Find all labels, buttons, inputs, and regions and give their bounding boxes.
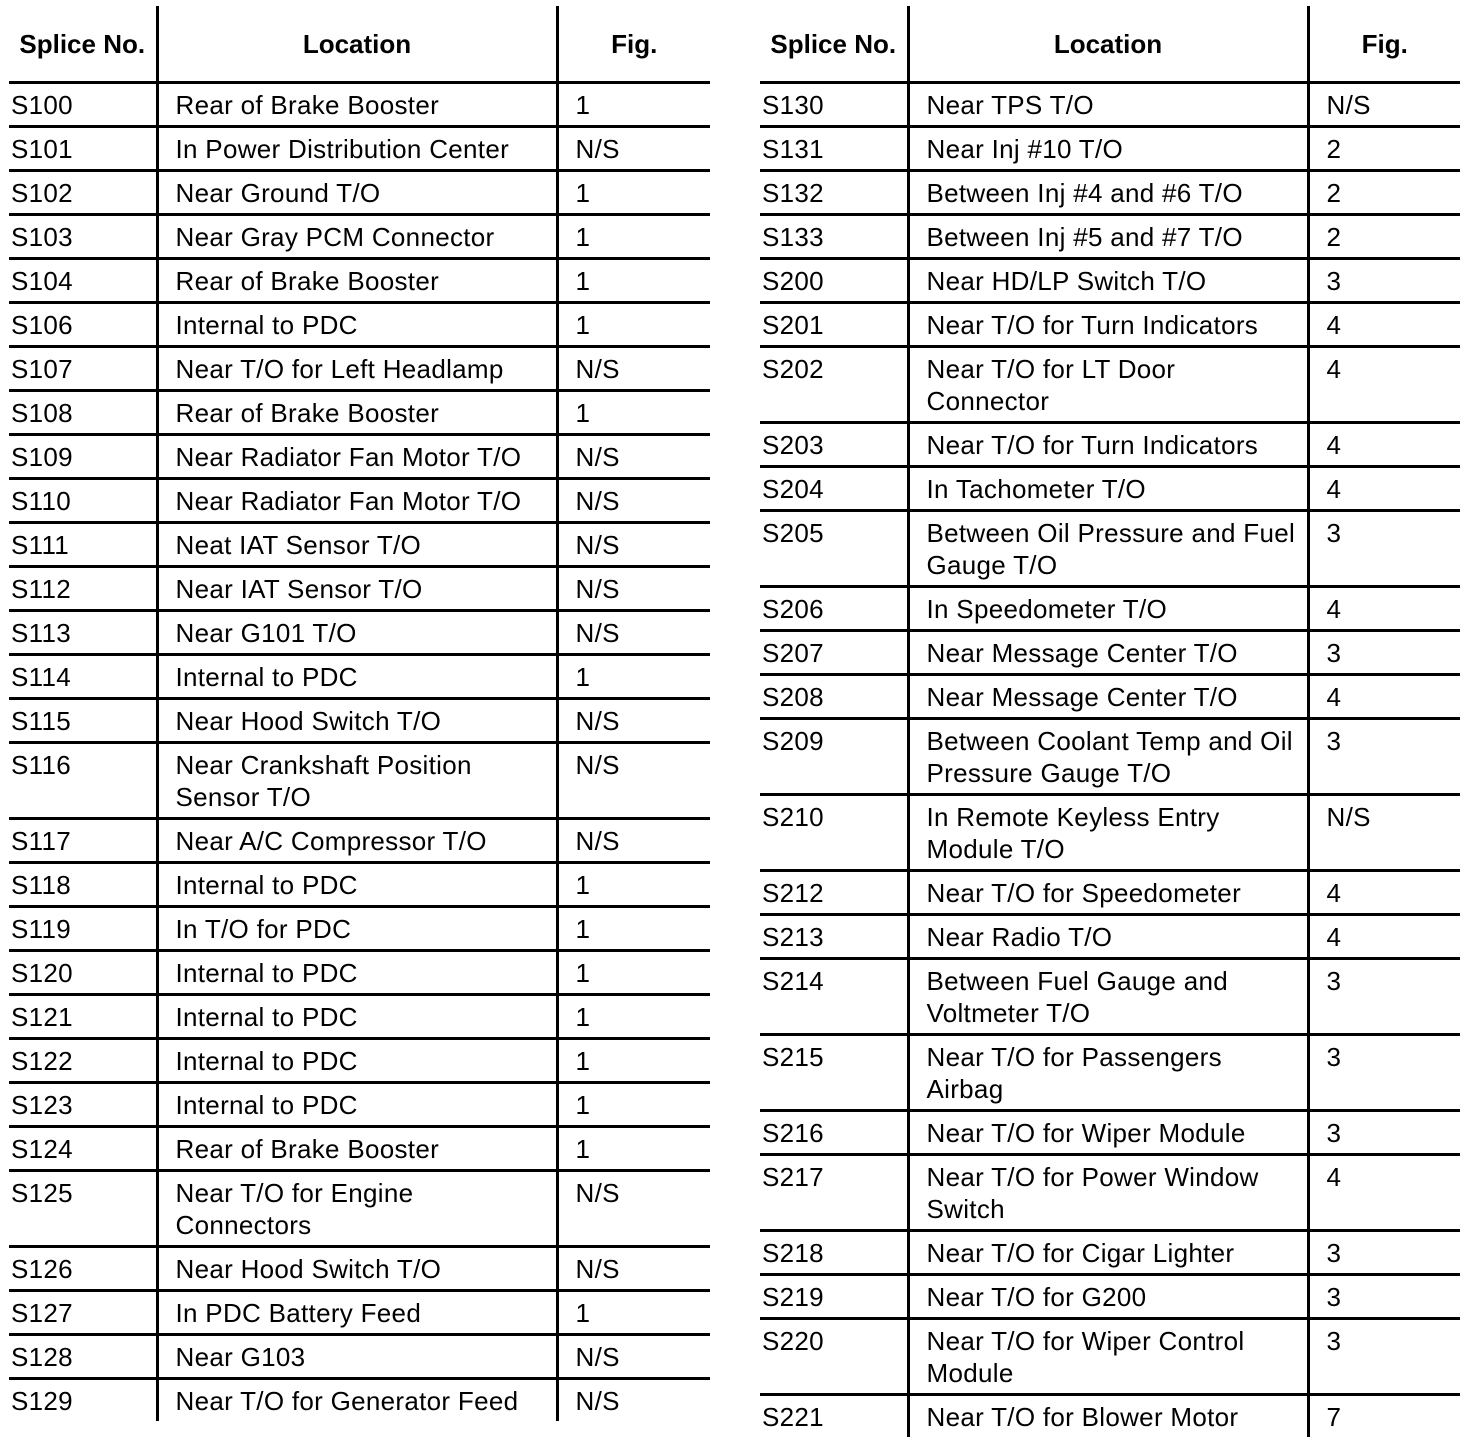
table-row bbox=[9, 83, 710, 127]
location-cell: In Power Distribution Center bbox=[157, 127, 557, 171]
fig-cell: 1 bbox=[557, 215, 710, 259]
splice-table-right bbox=[760, 6, 1460, 1437]
location-cell: Rear of Brake Booster bbox=[157, 259, 557, 303]
fig-cell: 4 bbox=[1308, 467, 1460, 511]
splice-number-cell: S115 bbox=[9, 699, 157, 743]
location-cell: Near T/O for LT Door Connector bbox=[908, 347, 1308, 423]
splice-number-cell: S124 bbox=[9, 1127, 157, 1171]
location-cell: Near Message Center T/O bbox=[908, 675, 1308, 719]
splice-number-cell: S112 bbox=[9, 567, 157, 611]
table-row bbox=[760, 1035, 1460, 1111]
splice-number-cell: S110 bbox=[9, 479, 157, 523]
location-cell: Near Radiator Fan Motor T/O bbox=[157, 479, 557, 523]
fig-cell: 4 bbox=[1308, 871, 1460, 915]
splice-number-cell: S104 bbox=[9, 259, 157, 303]
fig-cell: 1 bbox=[557, 391, 710, 435]
header-row bbox=[9, 6, 710, 83]
splice-number-cell: S123 bbox=[9, 1083, 157, 1127]
splice-number-cell: S103 bbox=[9, 215, 157, 259]
location-cell: Between Oil Pressure and Fuel Gauge T/O bbox=[908, 511, 1308, 587]
splice-number-cell: S130 bbox=[760, 83, 908, 127]
fig-cell: 4 bbox=[1308, 303, 1460, 347]
location-cell: Near T/O for Power Window Switch bbox=[908, 1155, 1308, 1231]
table-body-right bbox=[760, 83, 1460, 1438]
fig-cell: 3 bbox=[1308, 631, 1460, 675]
fig-cell: 1 bbox=[557, 259, 710, 303]
table-row bbox=[760, 423, 1460, 467]
splice-number-cell: S120 bbox=[9, 951, 157, 995]
fig-cell: 1 bbox=[557, 863, 710, 907]
fig-cell: 3 bbox=[1308, 1275, 1460, 1319]
table-row bbox=[760, 1231, 1460, 1275]
fig-cell: 1 bbox=[557, 907, 710, 951]
splice-number-cell: S102 bbox=[9, 171, 157, 215]
table-row bbox=[9, 699, 710, 743]
location-cell: Rear of Brake Booster bbox=[157, 391, 557, 435]
splice-number-cell: S129 bbox=[11, 1386, 73, 1416]
location-cell: Between Coolant Temp and Oil Pressure Gauge T/O bbox=[908, 719, 1308, 795]
fig-cell: N/S bbox=[557, 611, 710, 655]
location-cell: Internal to PDC bbox=[157, 1039, 557, 1083]
splice-number-cell: S117 bbox=[9, 819, 157, 863]
fig-cell: 4 bbox=[1308, 347, 1460, 423]
fig-cell: 3 bbox=[1308, 259, 1460, 303]
splice-number-cell: S220 bbox=[760, 1319, 908, 1395]
table-row bbox=[760, 675, 1460, 719]
location-cell: Near T/O for Engine Connectors bbox=[157, 1171, 557, 1247]
splice-table-left bbox=[9, 6, 710, 1421]
table-row bbox=[760, 1319, 1460, 1395]
location-cell: In Tachometer T/O bbox=[908, 467, 1308, 511]
table-row bbox=[9, 567, 710, 611]
table-row bbox=[760, 83, 1460, 127]
fig-cell: 3 bbox=[1308, 1319, 1460, 1395]
table-row bbox=[9, 907, 710, 951]
location-cell: Near T/O for G200 bbox=[908, 1275, 1308, 1319]
table-row bbox=[9, 611, 710, 655]
fig-cell: 3 bbox=[1308, 511, 1460, 587]
fig-cell: 1 bbox=[557, 951, 710, 995]
table-row bbox=[9, 951, 710, 995]
table-row bbox=[760, 915, 1460, 959]
fig-cell: 4 bbox=[1308, 587, 1460, 631]
splice-number-cell: S219 bbox=[760, 1275, 908, 1319]
splice-number-cell: S106 bbox=[9, 303, 157, 347]
fig-cell: 4 bbox=[1308, 1155, 1460, 1231]
table-row bbox=[760, 871, 1460, 915]
splice-number-cell: S217 bbox=[760, 1155, 908, 1231]
fig-cell: N/S bbox=[557, 819, 710, 863]
table-body-left bbox=[9, 83, 710, 1422]
splice-number-cell: S127 bbox=[9, 1291, 157, 1335]
location-cell: In Speedometer T/O bbox=[908, 587, 1308, 631]
location-cell: Between Inj #5 and #7 T/O bbox=[908, 215, 1308, 259]
fig-cell: 3 bbox=[1308, 1035, 1460, 1111]
splice-number-cell: S212 bbox=[760, 871, 908, 915]
header-location: Location bbox=[908, 6, 1308, 83]
splice-number-cell: S133 bbox=[760, 215, 908, 259]
fig-cell: 3 bbox=[1308, 1231, 1460, 1275]
location-cell: Internal to PDC bbox=[157, 951, 557, 995]
table-row bbox=[9, 1171, 710, 1247]
splice-number-cell: S116 bbox=[9, 743, 157, 819]
fig-cell: 7 bbox=[1308, 1395, 1460, 1438]
table-row bbox=[9, 479, 710, 523]
location-cell: Near Crankshaft Position Sensor T/O bbox=[157, 743, 557, 819]
location-cell: Near HD/LP Switch T/O bbox=[908, 259, 1308, 303]
splice-number-cell: S114 bbox=[9, 655, 157, 699]
location-cell: Near G101 T/O bbox=[157, 611, 557, 655]
location-cell: Near T/O for Left Headlamp bbox=[157, 347, 557, 391]
splice-number-cell: S221 bbox=[762, 1402, 824, 1432]
table-row bbox=[760, 1275, 1460, 1319]
splice-number-cell: S203 bbox=[760, 423, 908, 467]
table-row bbox=[9, 435, 710, 479]
location-cell: In Remote Keyless Entry Module T/O bbox=[908, 795, 1308, 871]
fig-cell: 1 bbox=[557, 1083, 710, 1127]
location-cell: Near Message Center T/O bbox=[908, 631, 1308, 675]
fig-cell: 4 bbox=[1308, 675, 1460, 719]
header-fig: Fig. bbox=[1308, 6, 1460, 83]
location-cell: Rear of Brake Booster bbox=[157, 1127, 557, 1171]
table-row bbox=[9, 523, 710, 567]
fig-cell: N/S bbox=[557, 435, 710, 479]
fig-cell: 2 bbox=[1308, 171, 1460, 215]
splice-number-cell: S111 bbox=[9, 523, 157, 567]
location-cell: Neat IAT Sensor T/O bbox=[157, 523, 557, 567]
table-row bbox=[760, 303, 1460, 347]
table-row bbox=[9, 171, 710, 215]
fig-cell: 3 bbox=[1308, 719, 1460, 795]
location-cell: Internal to PDC bbox=[157, 1083, 557, 1127]
fig-cell: N/S bbox=[557, 1247, 710, 1291]
table-row bbox=[9, 259, 710, 303]
location-cell: Near Inj #10 T/O bbox=[908, 127, 1308, 171]
location-cell: Near T/O for Generator Feed bbox=[157, 1379, 557, 1422]
table-row bbox=[9, 1039, 710, 1083]
fig-cell: N/S bbox=[557, 699, 710, 743]
location-cell: Near Hood Switch T/O bbox=[157, 699, 557, 743]
table-row bbox=[760, 719, 1460, 795]
splice-number-cell: S128 bbox=[9, 1335, 157, 1379]
fig-cell: 3 bbox=[1308, 959, 1460, 1035]
location-cell: Near T/O for Wiper Control Module bbox=[908, 1319, 1308, 1395]
table-row bbox=[760, 347, 1460, 423]
location-cell: Near A/C Compressor T/O bbox=[157, 819, 557, 863]
fig-cell: N/S bbox=[557, 1379, 710, 1422]
table-row bbox=[760, 1155, 1460, 1231]
fig-cell: 1 bbox=[557, 655, 710, 699]
table-row bbox=[9, 1127, 710, 1171]
splice-number-cell: S214 bbox=[760, 959, 908, 1035]
table-row bbox=[760, 259, 1460, 303]
fig-cell: N/S bbox=[557, 347, 710, 391]
location-cell: Near Ground T/O bbox=[157, 171, 557, 215]
fig-cell: N/S bbox=[557, 1171, 710, 1247]
table-row bbox=[9, 1335, 710, 1379]
splice-number-cell: S213 bbox=[760, 915, 908, 959]
splice-number-cell: S215 bbox=[760, 1035, 908, 1111]
table-row bbox=[9, 1247, 710, 1291]
location-cell: Between Fuel Gauge and Voltmeter T/O bbox=[908, 959, 1308, 1035]
splice-number-cell: S100 bbox=[9, 83, 157, 127]
location-cell: Near T/O for Turn Indicators bbox=[908, 423, 1308, 467]
location-cell: In PDC Battery Feed bbox=[157, 1291, 557, 1335]
table-row bbox=[9, 127, 710, 171]
splice-number-cell: S207 bbox=[760, 631, 908, 675]
splice-number-cell: S118 bbox=[9, 863, 157, 907]
fig-cell: N/S bbox=[557, 567, 710, 611]
splice-number-cell: S218 bbox=[760, 1231, 908, 1275]
table-row bbox=[760, 587, 1460, 631]
table-row bbox=[9, 303, 710, 347]
table-row bbox=[760, 631, 1460, 675]
splice-number-cell: S208 bbox=[760, 675, 908, 719]
fig-cell: 1 bbox=[557, 1127, 710, 1171]
table-row bbox=[760, 1395, 1460, 1438]
splice-number-cell: S216 bbox=[760, 1111, 908, 1155]
splice-number-cell: S126 bbox=[9, 1247, 157, 1291]
splice-number-cell: S113 bbox=[9, 611, 157, 655]
splice-number-cell: S200 bbox=[760, 259, 908, 303]
splice-number-cell: S132 bbox=[760, 171, 908, 215]
splice-number-cell: S119 bbox=[9, 907, 157, 951]
splice-number-cell: S121 bbox=[9, 995, 157, 1039]
splice-number-cell: S107 bbox=[9, 347, 157, 391]
table-row bbox=[760, 171, 1460, 215]
fig-cell: 4 bbox=[1308, 423, 1460, 467]
table-row bbox=[760, 127, 1460, 171]
splice-number-cell: S122 bbox=[9, 1039, 157, 1083]
fig-cell: 2 bbox=[1308, 215, 1460, 259]
location-cell: Internal to PDC bbox=[157, 655, 557, 699]
fig-cell: N/S bbox=[557, 1335, 710, 1379]
location-cell: Near IAT Sensor T/O bbox=[157, 567, 557, 611]
splice-number-cell: S108 bbox=[9, 391, 157, 435]
location-cell: Near T/O for Blower Motor bbox=[908, 1395, 1308, 1438]
fig-cell: 4 bbox=[1308, 915, 1460, 959]
fig-cell: 3 bbox=[1308, 1111, 1460, 1155]
location-cell: Near Radio T/O bbox=[908, 915, 1308, 959]
table-row bbox=[9, 391, 710, 435]
splice-number-cell: S205 bbox=[760, 511, 908, 587]
fig-cell: 2 bbox=[1308, 127, 1460, 171]
table-row bbox=[760, 1111, 1460, 1155]
fig-cell: 1 bbox=[557, 171, 710, 215]
header-splice-no: Splice No. bbox=[9, 6, 157, 83]
location-cell: Near Radiator Fan Motor T/O bbox=[157, 435, 557, 479]
location-cell: Near T/O for Passengers Airbag bbox=[908, 1035, 1308, 1111]
fig-cell: N/S bbox=[1308, 795, 1460, 871]
table-row bbox=[9, 347, 710, 391]
table-row bbox=[9, 1379, 710, 1422]
fig-cell: 1 bbox=[557, 1039, 710, 1083]
location-cell: Between Inj #4 and #6 T/O bbox=[908, 171, 1308, 215]
header-splice-no: Splice No. bbox=[760, 6, 908, 83]
location-cell: Near T/O for Speedometer bbox=[908, 871, 1308, 915]
location-cell: Near Gray PCM Connector bbox=[157, 215, 557, 259]
location-cell: In T/O for PDC bbox=[157, 907, 557, 951]
table-row bbox=[9, 1291, 710, 1335]
splice-number-cell: S210 bbox=[760, 795, 908, 871]
location-cell: Near T/O for Turn Indicators bbox=[908, 303, 1308, 347]
table-row bbox=[760, 959, 1460, 1035]
fig-cell: N/S bbox=[557, 479, 710, 523]
location-cell: Internal to PDC bbox=[157, 863, 557, 907]
location-cell: Internal to PDC bbox=[157, 303, 557, 347]
splice-number-cell: S209 bbox=[760, 719, 908, 795]
table-row bbox=[760, 215, 1460, 259]
location-cell: Rear of Brake Booster bbox=[157, 83, 557, 127]
table-row bbox=[760, 467, 1460, 511]
location-cell: Internal to PDC bbox=[157, 995, 557, 1039]
table-row bbox=[9, 819, 710, 863]
table-row bbox=[760, 511, 1460, 587]
header-location: Location bbox=[157, 6, 557, 83]
fig-cell: N/S bbox=[557, 127, 710, 171]
table-row bbox=[9, 863, 710, 907]
header-row bbox=[760, 6, 1460, 83]
splice-number-cell: S101 bbox=[9, 127, 157, 171]
location-cell: Near Hood Switch T/O bbox=[157, 1247, 557, 1291]
table-row bbox=[9, 995, 710, 1039]
location-cell: Near T/O for Cigar Lighter bbox=[908, 1231, 1308, 1275]
fig-cell: N/S bbox=[557, 523, 710, 567]
table-row bbox=[9, 743, 710, 819]
fig-cell: 1 bbox=[557, 1291, 710, 1335]
splice-number-cell: S202 bbox=[760, 347, 908, 423]
splice-number-cell: S206 bbox=[760, 587, 908, 631]
table-row bbox=[9, 215, 710, 259]
table-row bbox=[9, 655, 710, 699]
fig-cell: 1 bbox=[557, 83, 710, 127]
fig-cell: 1 bbox=[557, 303, 710, 347]
header-fig: Fig. bbox=[557, 6, 710, 83]
table-row bbox=[760, 795, 1460, 871]
splice-number-cell: S125 bbox=[9, 1171, 157, 1247]
fig-cell: N/S bbox=[557, 743, 710, 819]
splice-number-cell: S204 bbox=[760, 467, 908, 511]
fig-cell: 1 bbox=[557, 995, 710, 1039]
splice-number-cell: S109 bbox=[9, 435, 157, 479]
splice-number-cell: S201 bbox=[760, 303, 908, 347]
fig-cell: N/S bbox=[1308, 83, 1460, 127]
splice-number-cell: S131 bbox=[760, 127, 908, 171]
location-cell: Near T/O for Wiper Module bbox=[908, 1111, 1308, 1155]
location-cell: Near G103 bbox=[157, 1335, 557, 1379]
location-cell: Near TPS T/O bbox=[908, 83, 1308, 127]
table-row bbox=[9, 1083, 710, 1127]
